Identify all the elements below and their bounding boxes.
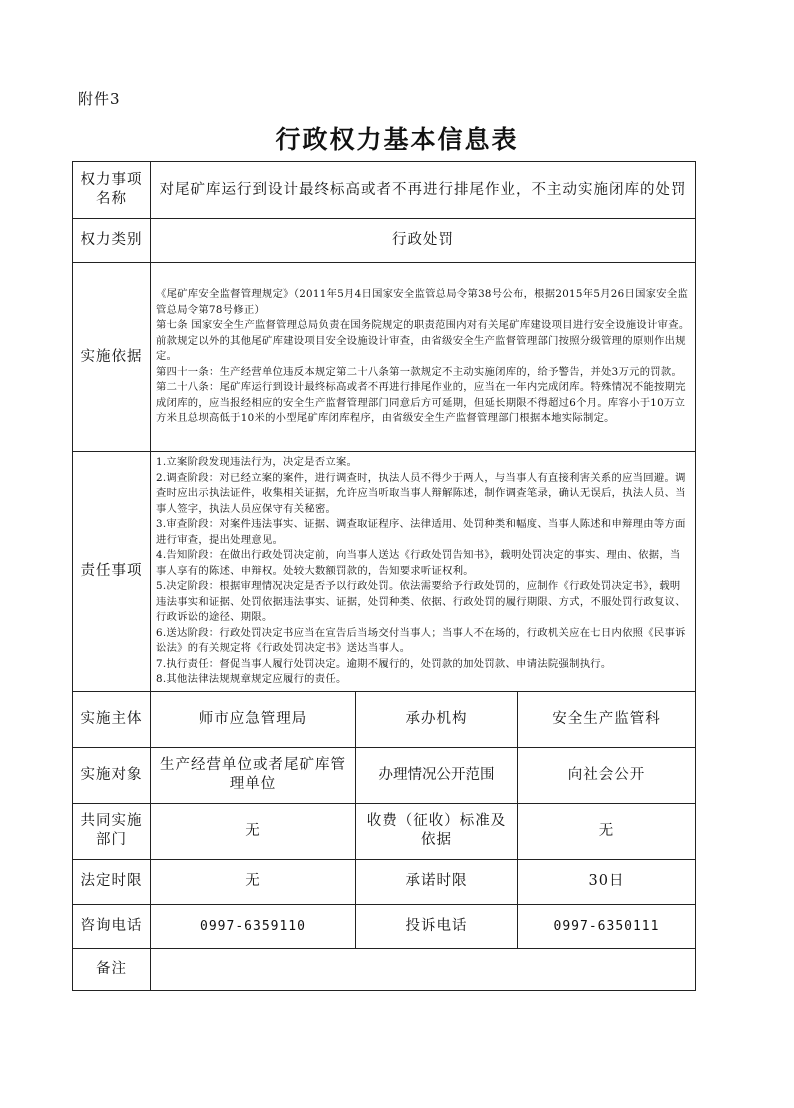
joint-dept-label: 共同实施部门 bbox=[73, 803, 151, 859]
basis-paragraph: 第四十一条：生产经营单位违反本规定第二十八条第一款规定不主动实施闭库的，给予警告，并处3万元的罚款。 bbox=[156, 365, 683, 378]
row-item-name bbox=[73, 162, 696, 219]
target-value: 生产经营单位或者尾矿库管理单位 bbox=[151, 747, 356, 803]
category-value: 行政处罚 bbox=[151, 219, 696, 263]
category-label: 权力类别 bbox=[73, 219, 151, 263]
complaint-phone-value: 0997-6350111 bbox=[518, 904, 696, 948]
responsibility-item: 8.其他法律法规规章规定应履行的责任。 bbox=[156, 673, 347, 685]
remarks-label: 备注 bbox=[73, 948, 151, 990]
row-target bbox=[73, 747, 696, 803]
fee-standard-label: 收费（征收）标准及依据 bbox=[356, 803, 518, 859]
subject-label: 实施主体 bbox=[73, 691, 151, 747]
info-table bbox=[72, 161, 696, 991]
row-responsibilities bbox=[73, 452, 696, 692]
promised-time-limit-value: 30日 bbox=[518, 859, 696, 904]
row-category bbox=[73, 219, 696, 263]
disclosure-scope-value: 向社会公开 bbox=[518, 747, 696, 803]
basis-label: 实施依据 bbox=[73, 263, 151, 452]
disclosure-scope-label: 办理情况公开范围 bbox=[356, 747, 518, 803]
row-subject bbox=[73, 691, 696, 747]
legal-time-limit-label: 法定时限 bbox=[73, 859, 151, 904]
fee-standard-value: 无 bbox=[518, 803, 696, 859]
item-name-value: 对尾矿库运行到设计最终标高或者不再进行排尾作业，不主动实施闭库的处罚 bbox=[151, 162, 696, 219]
consult-phone-label: 咨询电话 bbox=[73, 904, 151, 948]
row-joint bbox=[73, 803, 696, 859]
row-remarks bbox=[73, 948, 696, 990]
responsibility-item: 5.决定阶段：根据审理情况决定是否予以行政处罚。依法需要给予行政处罚的，应制作《行政处罚决定书》，载明违法事实和证据、处罚依据违法事实、证据，处罚种类、依据、行政处罚的履行期限、方式，不服处罚行政复议、行政诉讼的途径、期限。 bbox=[156, 580, 686, 623]
row-time-limit bbox=[73, 859, 696, 904]
responsibility-item: 2.调查阶段：对已经立案的案件，进行调查时，执法人员不得少于两人，与当事人有直接利害关系的应当回避。调查时应出示执法证件，收集相关证据，允许应当听取当事人辩解陈述，制作调查笔录，确认无误后，执法人员、当事人签字，执法人员应保守有关秘密。 bbox=[156, 471, 686, 515]
complaint-phone-label: 投诉电话 bbox=[356, 904, 518, 948]
responsibilities-content bbox=[151, 452, 696, 692]
basis-paragraph: 《尾矿库安全监督管理规定》（2011年5月4日国家安全监管总局令第38号公布，根据2015年5月26日国家安全监管总局令第78号修正） bbox=[156, 288, 689, 316]
basis-paragraph: 前款规定以外的其他尾矿库建设项目安全设施设计审查，由省级安全生产监督管理部门按照分级管理的原则作出规定。 bbox=[156, 334, 686, 363]
consult-phone-value: 0997-6359110 bbox=[151, 904, 356, 948]
responsibility-item: 1.立案阶段发现违法行为，决定是否立案。 bbox=[156, 456, 358, 468]
page-title: 行政权力基本信息表 bbox=[275, 125, 519, 154]
responsibility-item: 6.送达阶段：行政处罚决定书应当在宣告后当场交付当事人；当事人不在场的，行政机关应在七日内依照《民事诉讼法》的有关规定将《行政处罚决定书》送达当事人。 bbox=[156, 626, 686, 654]
basis-paragraph: 第七条 国家安全生产监督管理总局负责在国务院规定的职责范围内对有关尾矿库建设项目进行安全设施设计审查。 bbox=[156, 319, 690, 332]
promised-time-limit-label: 承诺时限 bbox=[356, 859, 518, 904]
attachment-label: 附件3 bbox=[78, 90, 121, 108]
item-name-label: 权力事项名称 bbox=[73, 162, 151, 219]
responsibility-item: 7.执行责任：督促当事人履行处罚决定。逾期不履行的，处罚款的加处罚款、申请法院强制执行。 bbox=[156, 657, 612, 670]
basis-paragraph: 第二十八条：尾矿库运行到设计最终标高或者不再进行排尾作业的，应当在一年内完成闭库。特殊情况不能按期完成闭库的，应当报经相应的安全生产监督管理部门同意后方可延期，但延长期限不得超过6个月。库容小于10万立方米且总坝高低于10米的小型尾矿库闭库程序，由省级安全生产监督管理部门根据本地实际制定。 bbox=[156, 381, 686, 425]
row-phone bbox=[73, 904, 696, 948]
target-label: 实施对象 bbox=[73, 747, 151, 803]
handling-agency-value: 安全生产监管科 bbox=[518, 691, 696, 747]
responsibilities-label: 责任事项 bbox=[73, 452, 151, 692]
joint-dept-value: 无 bbox=[151, 803, 356, 859]
row-basis bbox=[73, 263, 696, 452]
handling-agency-label: 承办机构 bbox=[356, 691, 518, 747]
subject-value: 师市应急管理局 bbox=[151, 691, 356, 747]
legal-time-limit-value: 无 bbox=[151, 859, 356, 904]
basis-content bbox=[151, 263, 696, 452]
responsibility-item: 3.审查阶段：对案件违法事实、证据、调查取证程序、法律适用、处罚种类和幅度、当事人陈述和申辩理由等方面进行审查，提出处理意见。 bbox=[156, 518, 686, 546]
remarks-value bbox=[151, 948, 696, 990]
responsibility-item: 4.告知阶段：在做出行政处罚决定前，向当事人送达《行政处罚告知书》，载明处罚决定的事实、理由、依据，当事人享有的陈述、申辩权。处较大数额罚款的，告知要求听证权利。 bbox=[156, 549, 681, 577]
